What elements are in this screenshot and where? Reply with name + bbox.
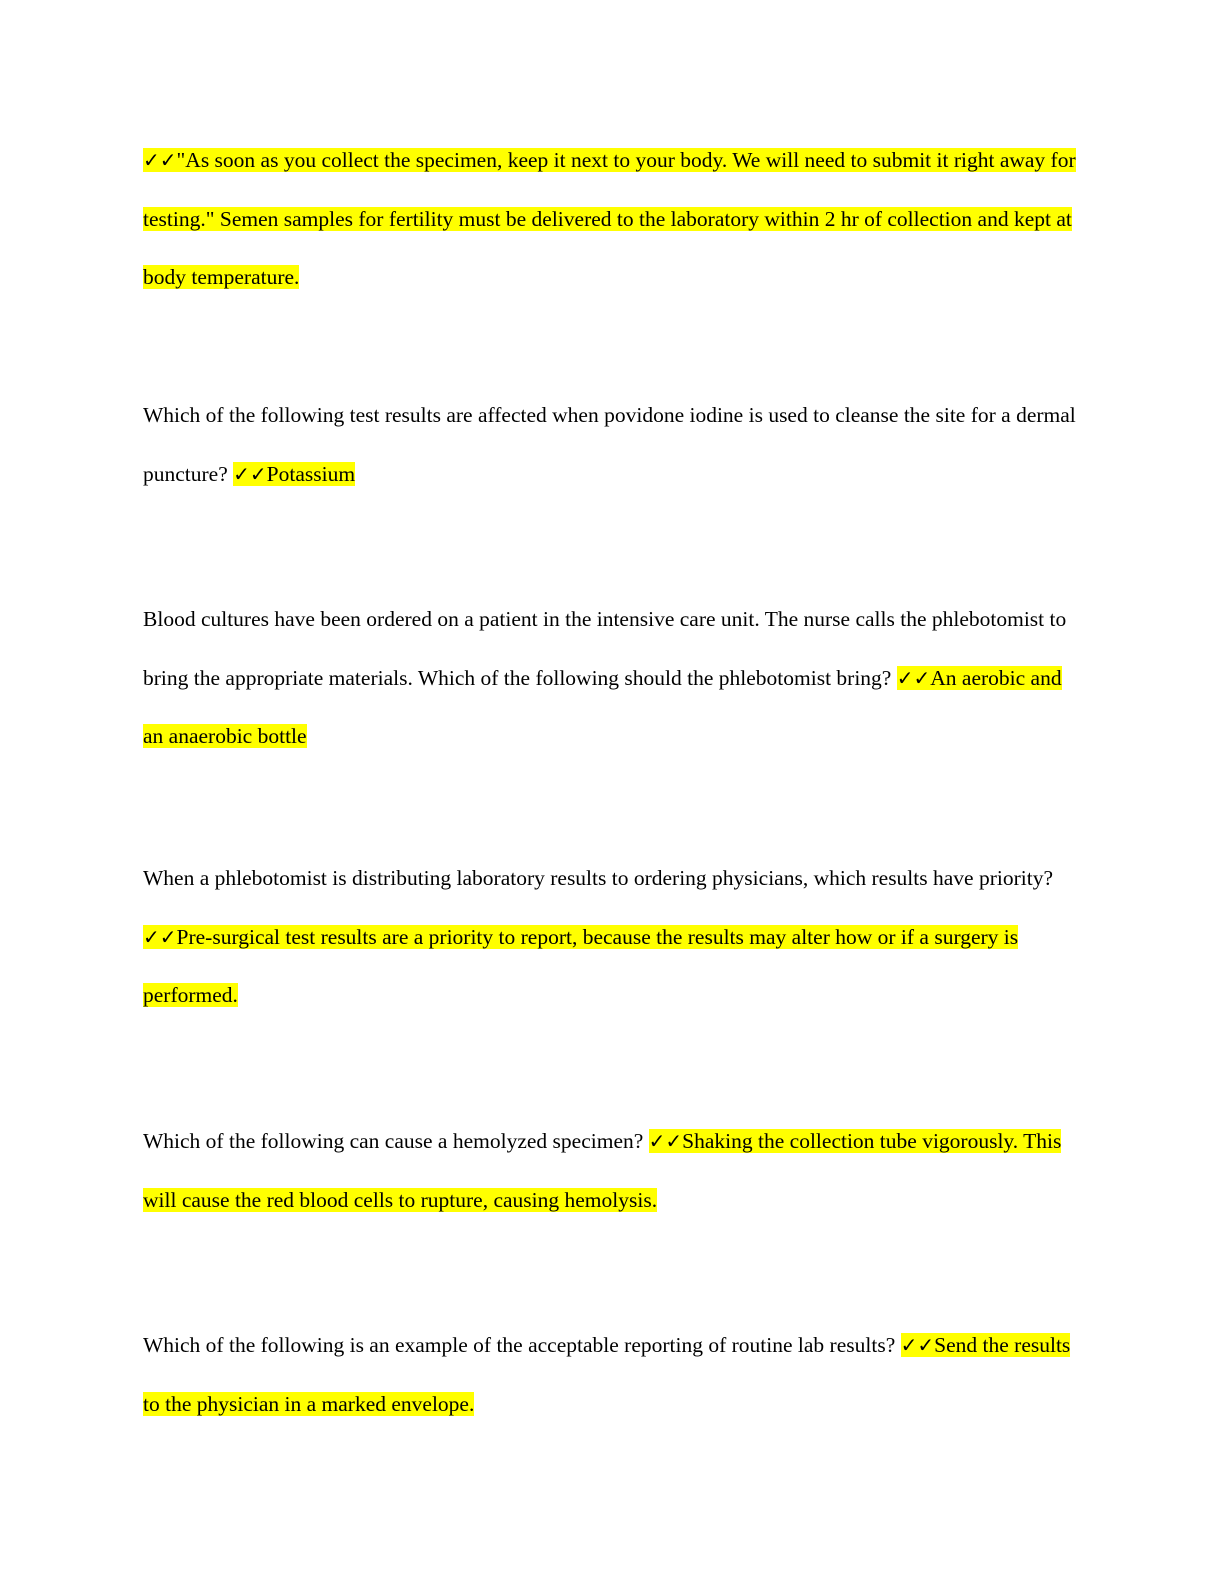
question-text: When a phlebotomist is distributing laboratory results to ordering physicians, which results have priority? bbox=[143, 866, 1053, 890]
question-text: Which of the following is an example of the acceptable reporting of routine lab results? bbox=[143, 1333, 896, 1357]
double-check-icon: ✓✓ bbox=[143, 148, 177, 172]
answer-text: Shaking the collection tube vigorously. This will cause the red blood cells to rupture, causing hemolysis. bbox=[143, 1129, 1062, 1212]
double-check-icon: ✓✓ bbox=[648, 1129, 683, 1153]
answer-text: An aerobic and an anaerobic bottle bbox=[143, 665, 1062, 748]
answer-highlight bbox=[143, 925, 1018, 1008]
answer-highlight bbox=[143, 148, 1076, 289]
answer-highlight bbox=[233, 462, 355, 486]
double-check-icon: ✓✓ bbox=[896, 665, 931, 690]
qa-item-6 bbox=[143, 1316, 1083, 1433]
answer-text: "As soon as you collect the specimen, keep it next to your body. We will need to submit it right away for testing." Semen samples for fertility must be delivered to the laboratory within 2 hr of collection and kept at body temperature. bbox=[143, 148, 1076, 289]
qa-item-2 bbox=[143, 386, 1083, 503]
double-check-icon: ✓✓ bbox=[900, 1333, 935, 1357]
question-text: Blood cultures have been ordered on a patient in the intensive care unit. The nurse calls the phlebotomist to bring the appropriate materials. Which of the following should the phlebotomist bring? bbox=[143, 607, 1067, 690]
qa-item-5 bbox=[143, 1112, 1083, 1229]
double-check-icon: ✓✓ bbox=[233, 461, 267, 486]
qa-item-4 bbox=[143, 849, 1083, 1025]
question-text: Which of the following test results are affected when povidone iodine is used to cleanse the site for a dermal puncture? bbox=[143, 403, 1076, 486]
answer-text: Send the results to the physician in a marked envelope. bbox=[143, 1333, 1071, 1416]
answer-text: Potassium bbox=[266, 461, 356, 486]
double-check-icon: ✓✓ bbox=[143, 924, 177, 949]
qa-item-1 bbox=[143, 131, 1083, 307]
qa-item-3 bbox=[143, 590, 1083, 766]
question-text: Which of the following can cause a hemolyzed specimen? bbox=[143, 1129, 644, 1153]
answer-text: Pre-surgical test results are a priority to report, because the results may alter how or if a surgery is performed. bbox=[143, 924, 1019, 1007]
